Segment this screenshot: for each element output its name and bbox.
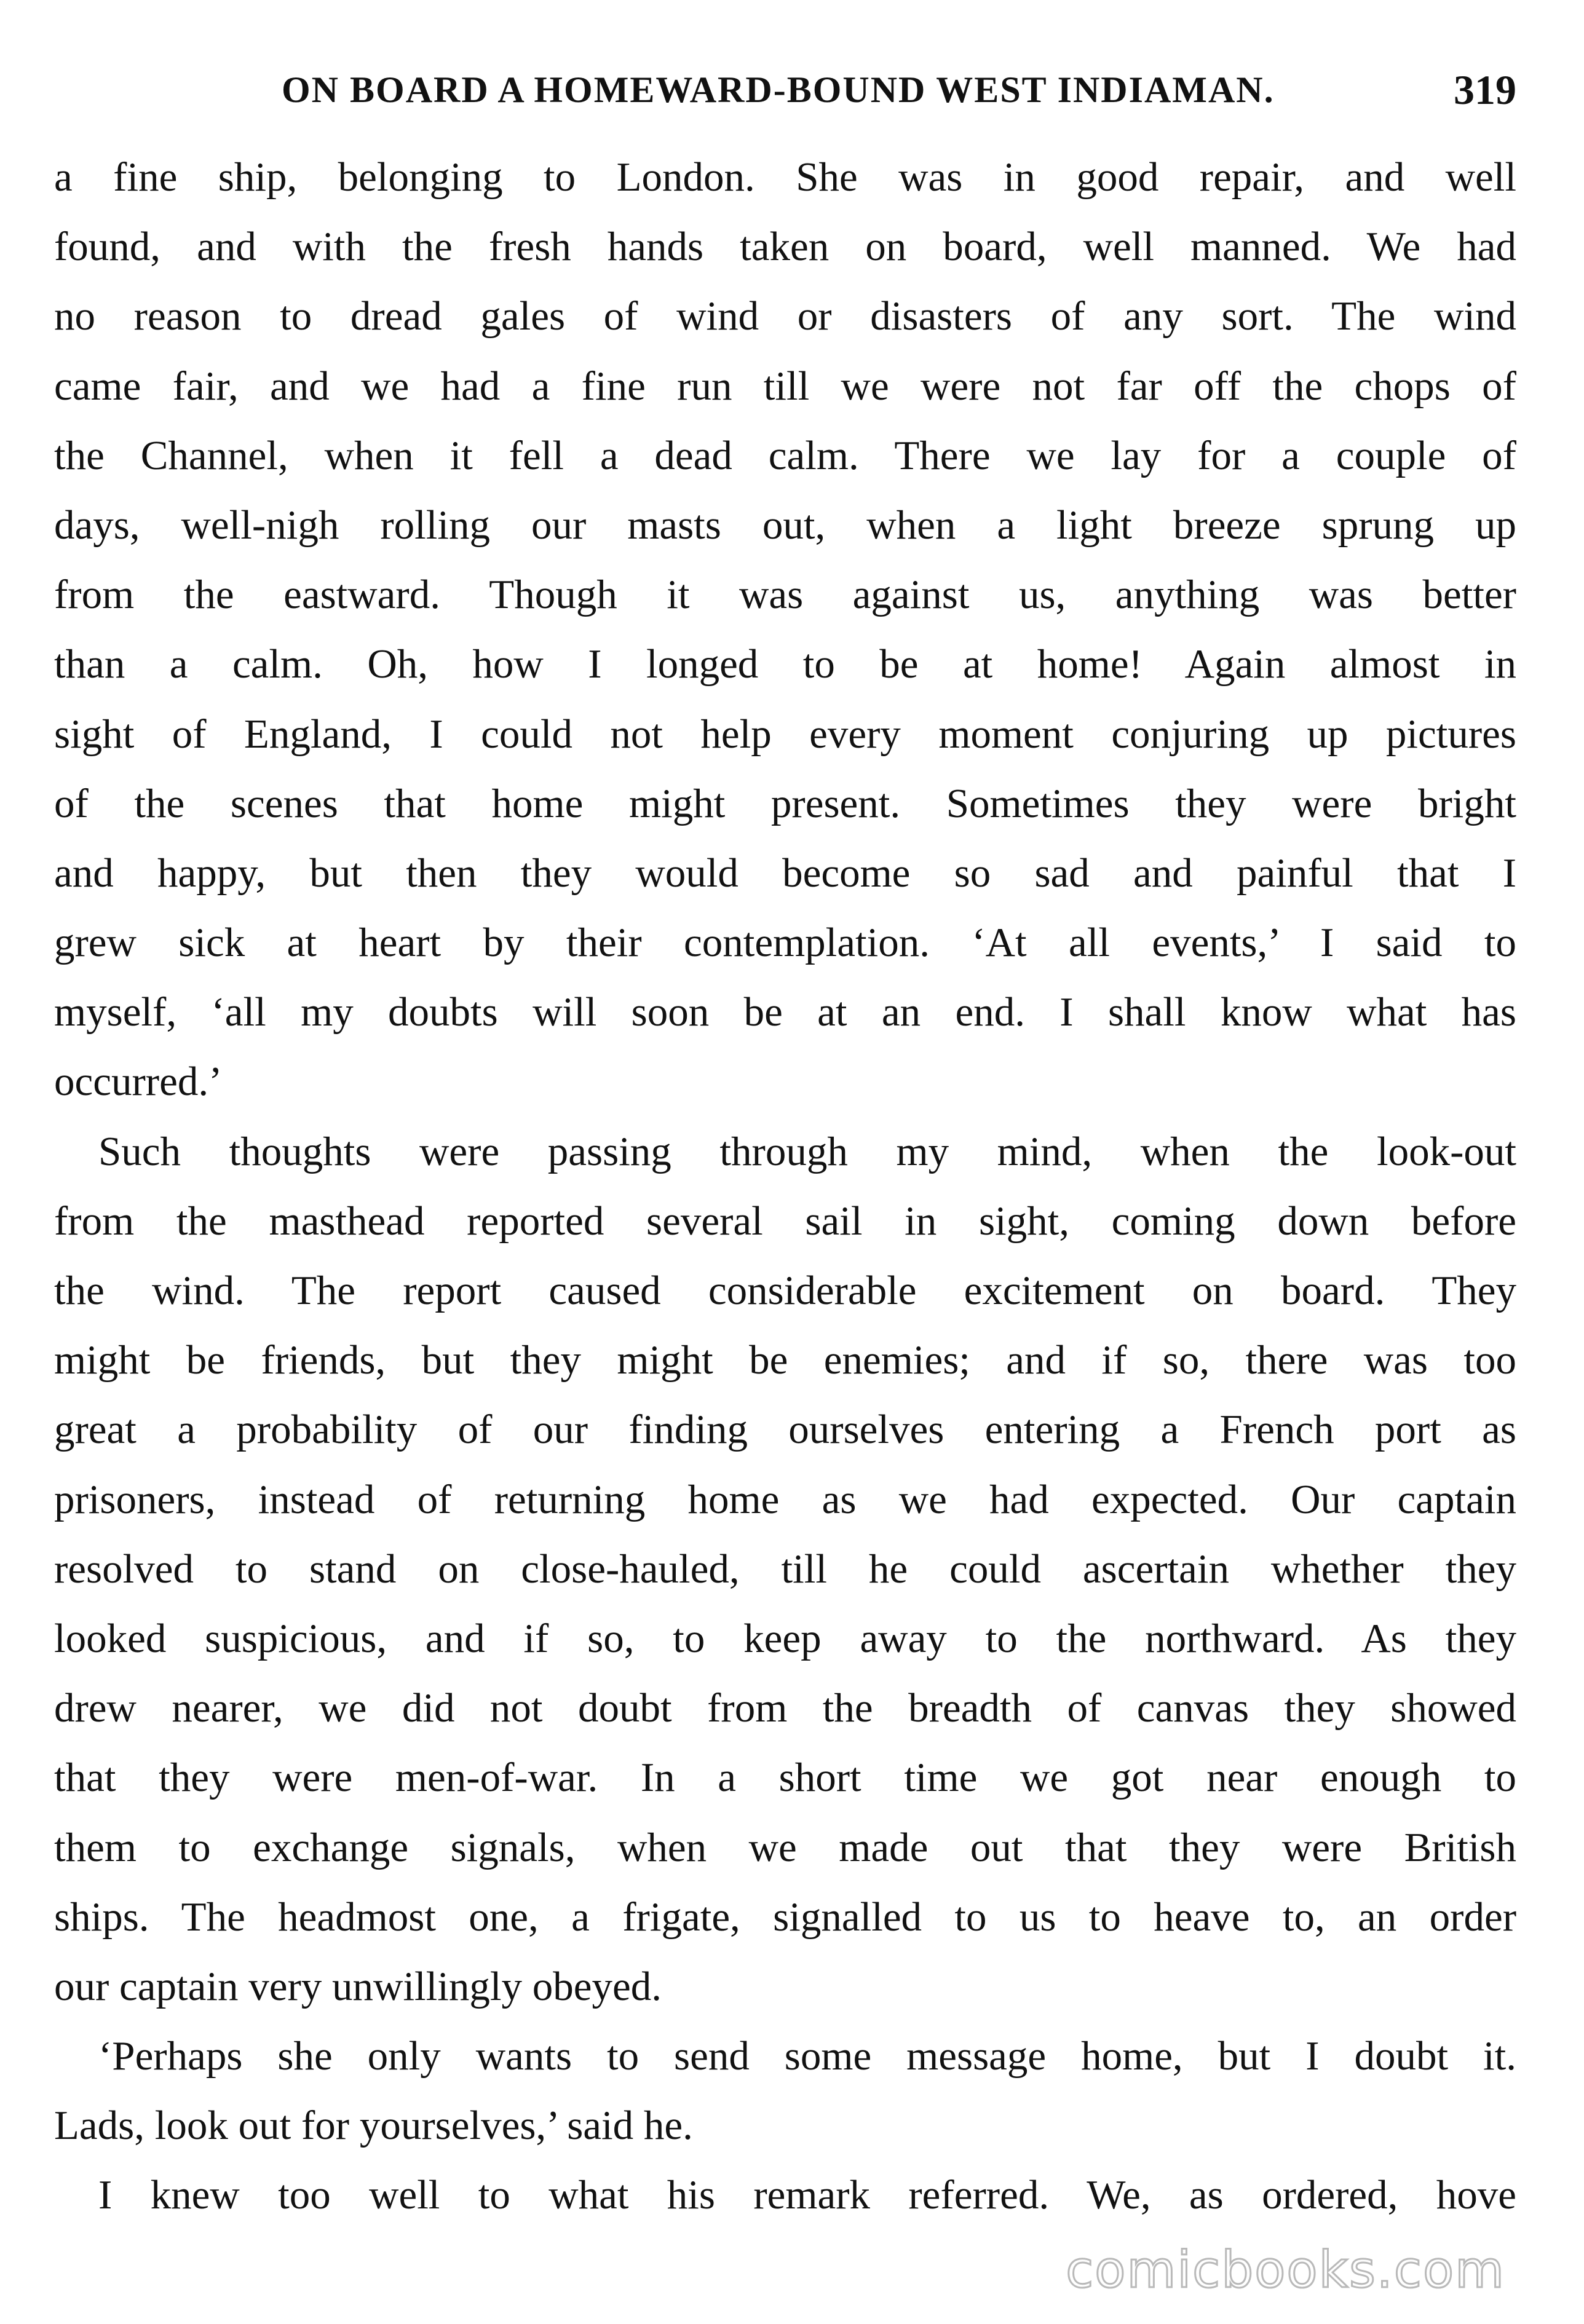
text-line: and happy, but then they would become so sad and painful that I xyxy=(54,850,1516,896)
text-line: no reason to dread gales of wind or disasters of any sort. The wind xyxy=(54,293,1516,339)
running-title: ON BOARD A HOMEWARD-BOUND WEST INDIAMAN. xyxy=(282,69,1275,110)
text-line: I knew too well to what his remark referred. We, as ordered, hove xyxy=(98,2172,1516,2218)
text-line: sight of England, I could not help every moment conjuring up pictures xyxy=(54,711,1516,757)
text-line: might be friends, but they might be enemies; and if so, there was too xyxy=(54,1337,1516,1383)
text-line: looked suspicious, and if so, to keep away to the northward. As they xyxy=(54,1615,1516,1661)
text-line: the wind. The report caused considerable excitement on board. They xyxy=(54,1268,1516,1313)
text-line: them to exchange signals, when we made out that they were British xyxy=(54,1824,1516,1870)
text-line: a fine ship, belonging to London. She was in good repair, and well xyxy=(54,154,1516,200)
running-head xyxy=(54,59,1516,121)
body-text xyxy=(54,143,1516,2231)
text-line: resolved to stand on close-hauled, till he could ascertain whether they xyxy=(54,1546,1516,1592)
text-line: ships. The headmost one, a frigate, signalled to us to heave to, an order xyxy=(54,1894,1516,1940)
text-line: came fair, and we had a fine run till we were not far off the chops of xyxy=(54,363,1516,409)
text-line: found, and with the fresh hands taken on board, well manned. We had xyxy=(54,224,1516,270)
text-line: our captain very unwillingly obeyed. xyxy=(54,1963,662,2009)
text-line: the Channel, when it fell a dead calm. There we lay for a couple of xyxy=(54,432,1516,478)
text-line: Such thoughts were passing through my mind, when the look-out xyxy=(98,1128,1516,1174)
text-line: ‘Perhaps she only wants to send some message home, but I doubt it. xyxy=(98,2033,1516,2079)
text-line: days, well-nigh rolling our masts out, when a light breeze sprung up xyxy=(54,502,1516,548)
text-line: great a probability of our finding ourselves entering a French port as xyxy=(54,1407,1516,1453)
text-line: myself, ‘all my doubts will soon be at an end. I shall know what has xyxy=(54,989,1516,1035)
text-line: than a calm. Oh, how I longed to be at home! Again almost in xyxy=(54,641,1516,687)
watermark: comicbooks.com xyxy=(1066,2241,1505,2299)
text-line: grew sick at heart by their contemplation. ‘At all events,’ I said to xyxy=(54,920,1516,966)
text-line: from the eastward. Though it was against us, anything was better xyxy=(54,572,1516,618)
text-line: drew nearer, we did not doubt from the breadth of canvas they showed xyxy=(54,1685,1516,1731)
text-line: occurred.’ xyxy=(54,1059,223,1105)
page-number: 319 xyxy=(1454,66,1516,113)
text-line: Lads, look out for yourselves,’ said he. xyxy=(54,2103,693,2149)
text-line: prisoners, instead of returning home as we had expected. Our captain xyxy=(54,1476,1516,1522)
text-line: of the scenes that home might present. Sometimes they were bright xyxy=(54,780,1516,826)
text-line: from the masthead reported several sail in sight, coming down before xyxy=(54,1198,1516,1244)
text-line: that they were men-of-war. In a short time we got near enough to xyxy=(54,1755,1516,1801)
